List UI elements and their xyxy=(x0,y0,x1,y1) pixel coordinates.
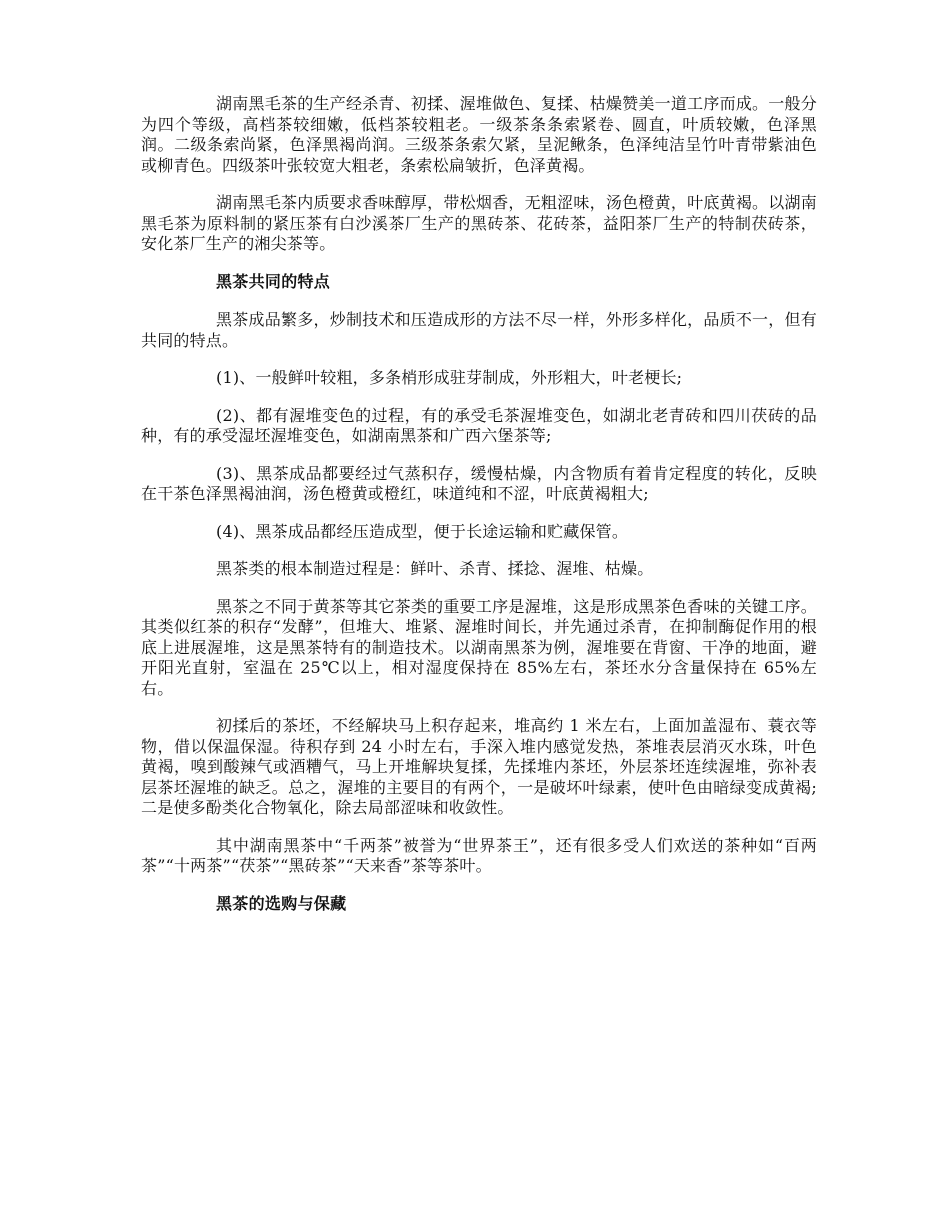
section-heading-common-features: 黑茶共同的特点 xyxy=(216,271,331,291)
paragraph-feature-2: (2)、都有渥堆变色的过程，有的承受毛茶渥堆变色，如湖北老青砖和四川茯砖的品种，有的承受湿坯渥堆变色，如湖南黑茶和广西六堡茶等; xyxy=(141,405,817,445)
paragraph-feature-3: (3)、黑茶成品都要经过气蒸积存，缓慢枯燥，内含物质有着肯定程度的转化，反映在干茶色泽黑褐油润，汤色橙黄或橙红，味道纯和不涩，叶底黄褐粗大; xyxy=(141,463,817,503)
paragraph-process: 黑茶类的根本制造过程是：鲜叶、杀青、揉捻、渥堆、枯燥。 xyxy=(216,559,654,578)
paragraph-wodui-detail: 初揉后的茶坯，不经解块马上积存起来，堆高约 1 米左右，上面加盖湿布、蓑衣等物，借以保温保湿。待积存到 24 小时左右，手深入堆内感觉发热，茶堆表层消灭水珠，叶色黄褐，嗅到酸辣气或酒糟气，马上开堆解块复揉，先揉堆内茶坯，外层茶坯连续渥堆，弥补表层茶坯渥堆的缺乏。总之，渥堆的主要目的有两个，一是破坏叶绿素，使叶色由暗绿变成黄褐;二是使多酚类化合物氧化，除去局部涩味和收敛性。 xyxy=(141,716,817,817)
paragraph-quality: 湖南黑毛茶内质要求香味醇厚，带松烟香，无粗涩味，汤色橙黄，叶底黄褐。以湖南黑毛茶为原料制的紧压茶有白沙溪茶厂生产的黑砖茶、花砖茶，益阳茶厂生产的特制茯砖茶，安化茶厂生产的湘尖茶等。 xyxy=(141,193,817,253)
paragraph-feature-4: (4)、黑茶成品都经压造成型，便于长途运输和贮藏保管。 xyxy=(216,521,629,541)
section-heading-selection-storage: 黑茶的选购与保藏 xyxy=(216,893,347,913)
paragraph-feature-1: (1)、一般鲜叶较粗，多条梢形成驻芽制成，外形粗大，叶老梗长; xyxy=(216,368,683,387)
paragraph-wodui: 黑茶之不同于黄茶等其它茶类的重要工序是渥堆，这是形成黑茶色香味的关键工序。其类似红茶的积存“发酵”，但堆大、堆紧、渥堆时间长，并先通过杀青，在抑制酶促作用的根底上进展渥堆，这是黑茶特有的制造技术。以湖南黑茶为例，渥堆要在背窗、干净的地面，避开阳光直射，室温在 25℃以上，相对湿度保持在 85%左右，茶坯水分含量保持在 65%左右。 xyxy=(141,596,817,698)
document-page xyxy=(141,94,817,932)
paragraph-grading: 湖南黑毛茶的生产经杀青、初揉、渥堆做色、复揉、枯燥赞美一道工序而成。一般分为四个等级，高档茶较细嫩，低档茶较粗老。一级茶条条索紧卷、圆直，叶质较嫩，色泽黑润。二级条索尚紧，色泽黑褐尚润。三级茶条索欠紧，呈泥鳅条，色泽纯洁呈竹叶青带紫油色或柳青色。四级茶叶张较宽大粗老，条索松扁皱折，色泽黄褐。 xyxy=(141,94,817,175)
paragraph-intro-features: 黑茶成品繁多，炒制技术和压造成形的方法不尽一样，外形多样化，品质不一，但有共同的特点。 xyxy=(141,310,817,350)
paragraph-famous-teas: 其中湖南黑茶中“千两茶”被誉为“世界茶王”，还有很多受人们欢送的茶种如“百两茶”“十两茶”“茯茶”“黑砖茶”“天来香”茶等茶叶。 xyxy=(141,835,817,875)
